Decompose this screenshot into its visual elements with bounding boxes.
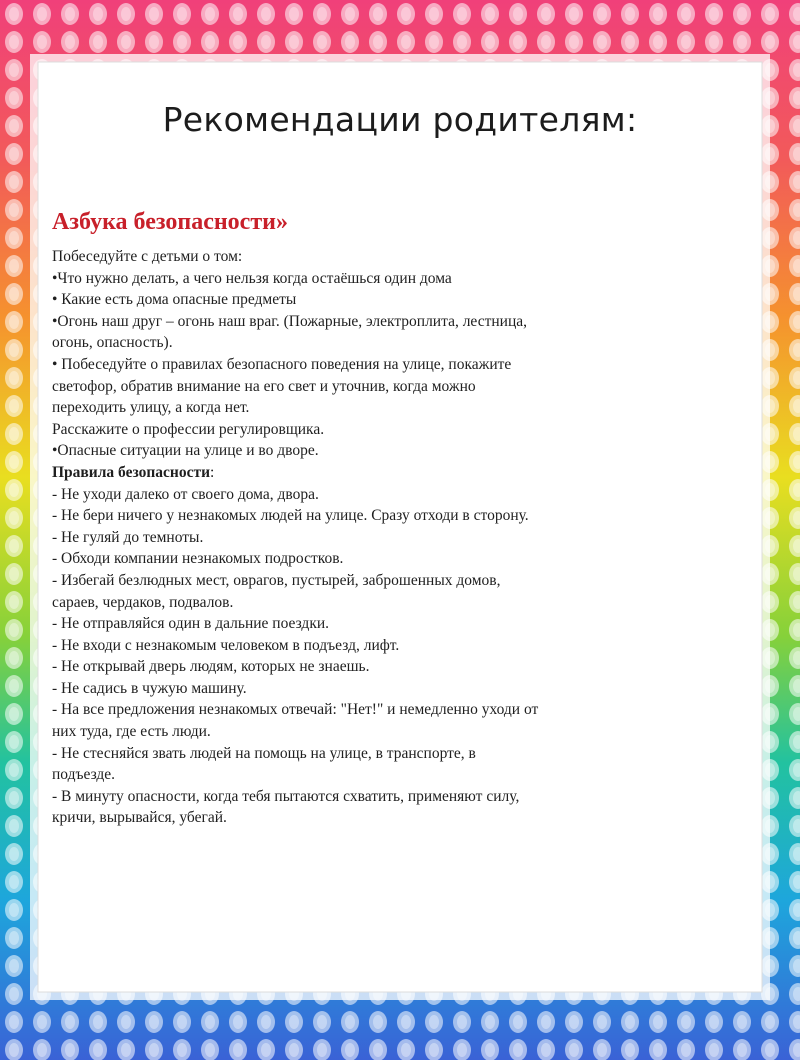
rule-line: кричи, вырывайся, убегай. xyxy=(52,809,227,827)
rule-line: - Не стесняйся звать людей на помощь на улице, в транспорте, в xyxy=(52,744,476,762)
content-sheet xyxy=(44,68,756,986)
page-title: Рекомендации родителям: xyxy=(162,100,638,139)
text-line: •Что нужно делать, а чего нельзя когда остаёшься один дома xyxy=(52,269,452,287)
rule-line: - Не гуляй до темноты. xyxy=(52,528,204,546)
rule-line: - Не отправляйся один в дальние поездки. xyxy=(52,615,330,633)
rules-heading: Правила безопасности xyxy=(52,463,211,481)
text-line: •Огонь наш друг – огонь наш враг. (Пожарные, электроплита, лестница, xyxy=(52,312,527,330)
rules-heading-colon: : xyxy=(210,463,215,481)
rule-line: сараев, чердаков, подвалов. xyxy=(52,593,234,611)
rule-line: - В минуту опасности, когда тебя пытаются схватить, применяют силу, xyxy=(52,787,520,805)
text-line: Побеседуйте с детьми о том: xyxy=(52,248,243,265)
rule-line: них туда, где есть люди. xyxy=(52,723,211,741)
text-line: • Какие есть дома опасные предметы xyxy=(52,291,297,309)
rule-line: - Не садись в чужую машину. xyxy=(52,679,247,697)
section-heading: Азбука безопасности» xyxy=(52,209,288,235)
text-line: огонь, опасность). xyxy=(52,334,173,352)
rule-line: - Не входи с незнакомым человеком в подъезд, лифт. xyxy=(52,636,400,654)
text-line: •Опасные ситуации на улице и во дворе. xyxy=(52,442,319,460)
recommendations-body xyxy=(52,208,752,829)
text-line: переходить улицу, а когда нет. xyxy=(52,399,250,417)
text-line: • Побеседуйте о правилах безопасного поведения на улице, покажите xyxy=(52,355,512,373)
text-line: светофор, обратив внимание на его свет и уточнив, когда можно xyxy=(52,377,476,395)
rule-line: - Избегай безлюдных мест, оврагов, пустырей, заброшенных домов, xyxy=(52,571,501,589)
rule-line: - Не бери ничего у незнакомых людей на улице. Сразу отходи в сторону. xyxy=(52,507,529,525)
rule-line: подъезде. xyxy=(52,766,116,784)
rules-heading-line xyxy=(52,462,752,484)
rule-line: - Обходи компании незнакомых подростков. xyxy=(52,550,344,568)
rule-line: - На все предложения незнакомых отвечай: "Нет!" и немедленно уходи от xyxy=(52,701,539,719)
text-line: Расскажите о профессии регулировщика. xyxy=(52,420,325,438)
rule-line: - Не открывай дверь людям, которых не знаешь. xyxy=(52,658,370,676)
rule-line: - Не уходи далеко от своего дома, двора. xyxy=(52,485,319,503)
